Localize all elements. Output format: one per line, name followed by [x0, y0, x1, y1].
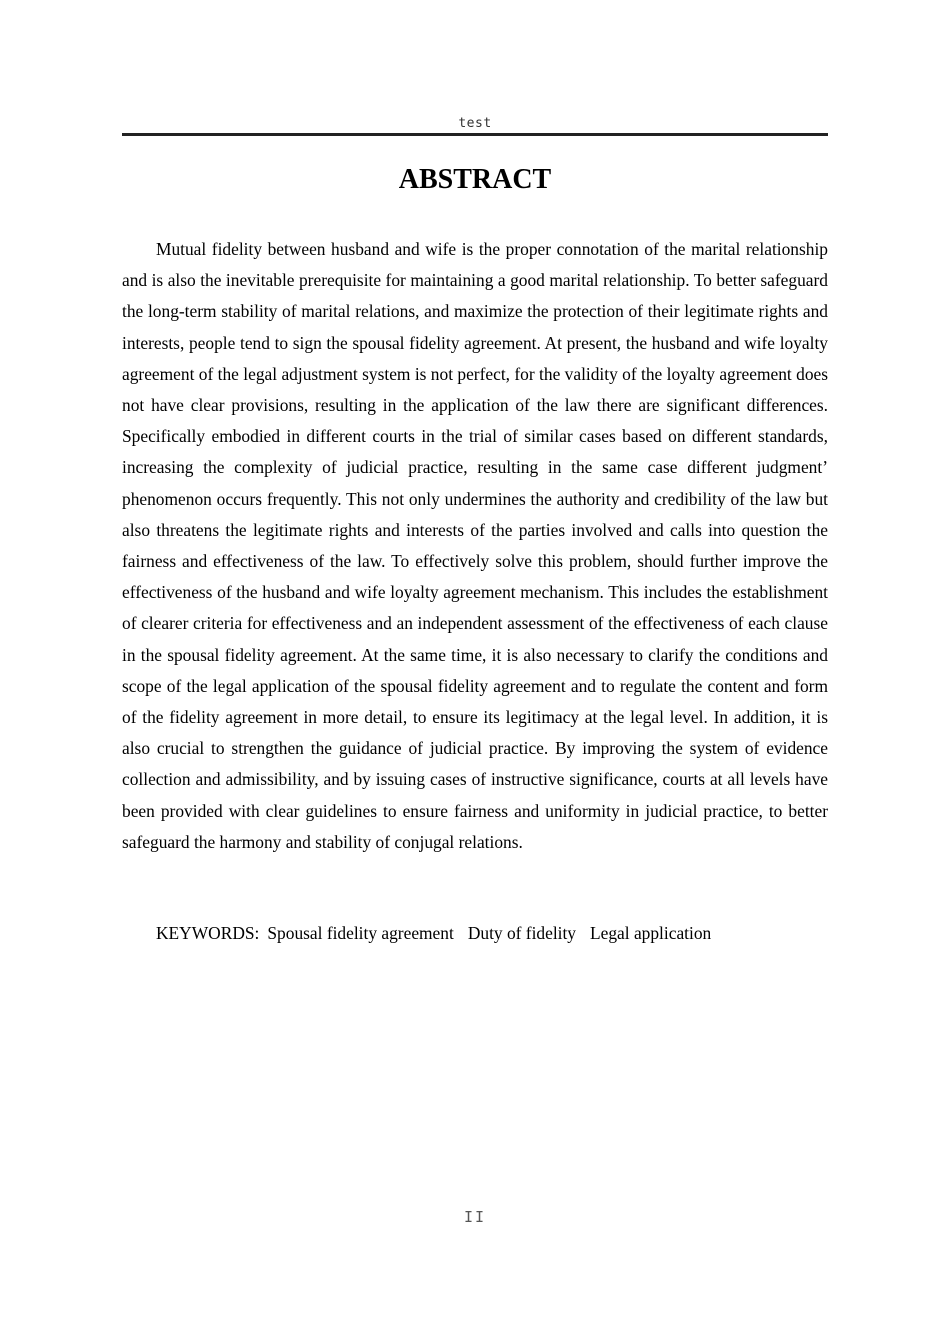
- abstract-body: Mutual fidelity between husband and wife is the proper connotation of the marital relationship and is also the inevitable prerequisite for maintaining a good marital relationship. To better safeguard the long-term stability of marital relations, and maximize the protection of their legitimate rights and interests, people tend to sign the spousal fidelity agreement. At present, the husband and wife loyalty agreement of the legal adjustment system is not perfect, for the validity of the loyalty agreement does not have clear provisions, resulting in the application of the law there are significant differences. Specifically embodied in different courts in the trial of similar cases based on different standards, increasing the complexity of judicial practice, resulting in the same case different judgment’ phenomenon occurs frequently. This not only undermines the authority and credibility of the law but also threatens the legitimate rights and interests of the parties involved and calls into question the fairness and effectiveness of the law. To effectively solve this problem, should further improve the effectiveness of the husband and wife loyalty agreement mechanism. This includes the establishment of clearer criteria for effectiveness and an independent assessment of the effectiveness of each clause in the spousal fidelity agreement. At the same time, it is also necessary to clarify the conditions and scope of the legal application of the spousal fidelity agreement and to regulate the content and form of the fidelity agreement in more detail, to ensure its legitimacy at the legal level. In addition, it is also crucial to strengthen the guidance of judicial practice. By improving the system of evidence collection and admissibility, and by issuing cases of instructive significance, courts at all levels have been provided with clear guidelines to ensure fairness and uniformity in judicial practice, to better safeguard the harmony and stability of conjugal relations.: [122, 239, 828, 852]
- running-header: test: [458, 116, 492, 131]
- page-number: II: [463, 1208, 487, 1226]
- keyword-item: Duty of fidelity: [467, 923, 577, 943]
- keywords-label: KEYWORDS:: [156, 923, 260, 943]
- keyword-item: Spousal fidelity agreement: [267, 923, 454, 943]
- page-title: ABSTRACT: [398, 164, 552, 195]
- header-rule: [122, 133, 828, 136]
- keyword-item: Legal application: [590, 923, 712, 943]
- keywords-line: [156, 918, 725, 949]
